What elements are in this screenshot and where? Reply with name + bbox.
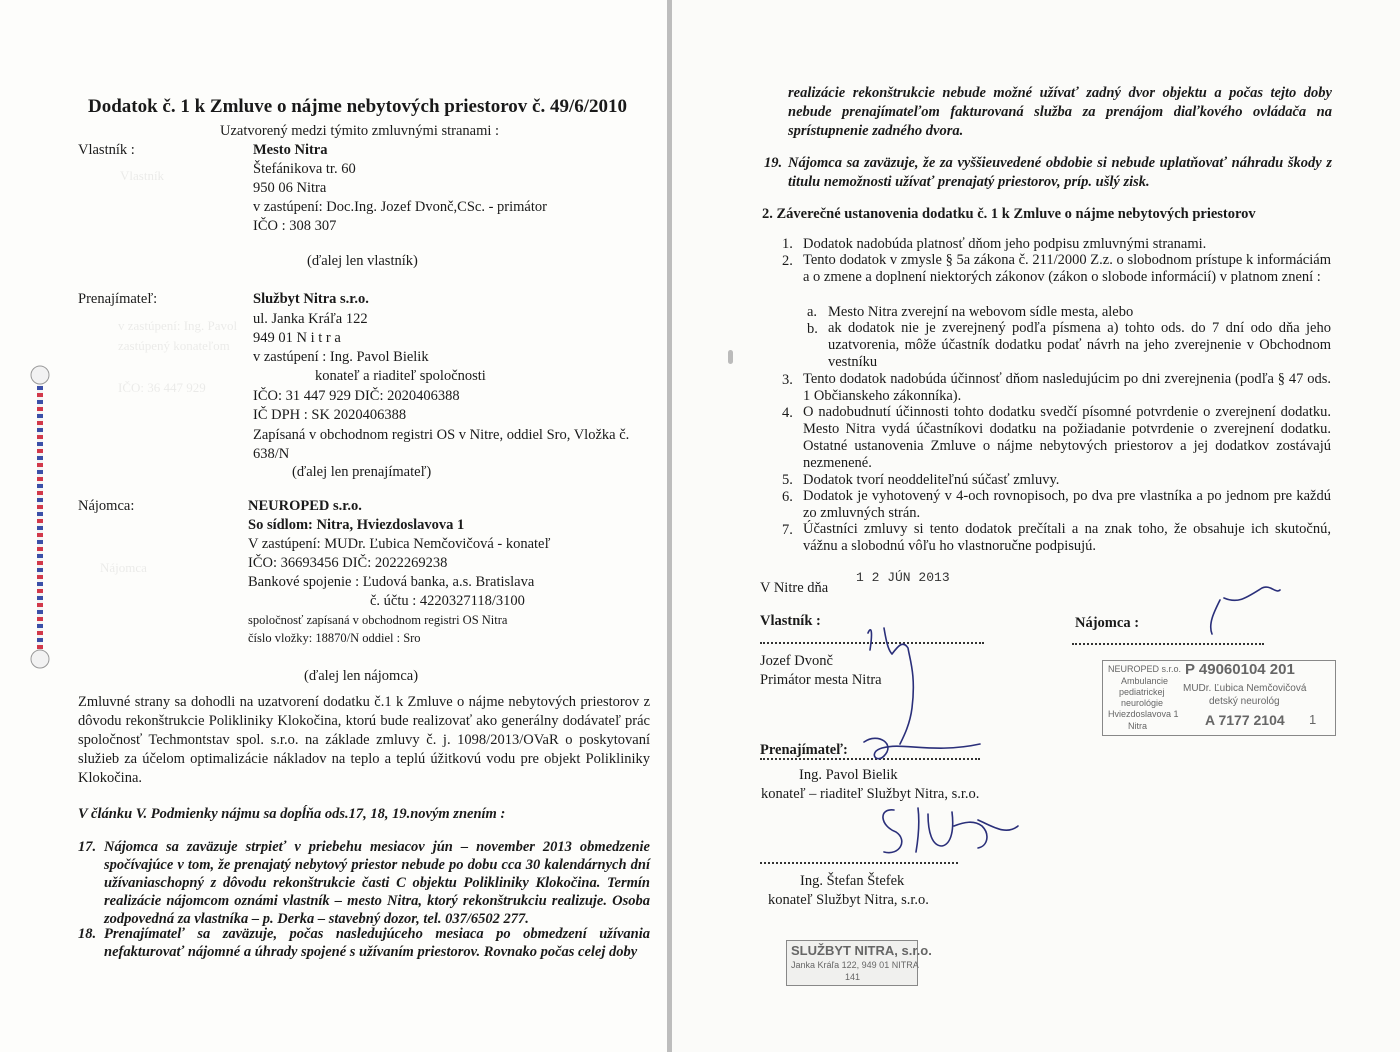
handwritten-signatures	[672, 0, 1400, 1052]
landlord-signatory-2-name: Ing. Štefan Štefek	[800, 873, 905, 889]
owner-signatory-name: Jozef Dvonč	[760, 653, 833, 669]
owner-signature	[868, 628, 913, 744]
tenant-register-number: číslo vložky: 18870/N oddiel : Sro	[248, 631, 421, 645]
landlord-role: konateľ a riaditeľ spoločnosti	[315, 368, 486, 384]
tenant-signature-label: Nájomca :	[1075, 615, 1140, 631]
intro-paragraph: Zmluvné strany sa dohodli na uzatvorení dodatku č.1 k Zmluve o nájme nebytových priestorov z dôvodu rekonštrukcie Polikliniky Klokočina, ktorú bude realizovať ako generálny dodávateľ prác spoločnosť Techmontstav spol. s.r.o. na základe zmluvy č. j. 1098/2013/OVaR o poskytovaní služieb za účelom optimalizácie nákladov na teplo a teplú úžitkovú vodu pre objekt Polikliniky Klokočina.	[78, 694, 650, 786]
continuation-text: realizácie rekonštrukcie nebude možné užívať zadný dvor objektu a počas tejto doby nebude prenajímateľom fakturovaná služba za prenájom diaľkového ovládača na sprístupnenie zadného dvora.	[788, 85, 1332, 139]
tenant-stamp-code-3: 1	[1309, 712, 1317, 727]
landlord-city: 949 01 N i t r a	[253, 330, 341, 346]
provision-7-text: Účastníci zmluvy si tento dodatok prečítali a na znak toho, že obsahuje ich skutočnú, vážnu a slobodnú vôľu ho vlastnoručne podpisujú.	[803, 521, 1331, 554]
company-stamp-line-1: SLUŽBYT NITRA, s.r.o.	[791, 943, 932, 958]
provision-4-text: O nadobudnutí účinnosti tohto dodatku svedčí písomné potvrdenie o zverejnení dodatku. Mesto Nitra vydá účastníkovi dodatku na požiadanie potvrdenie o zverejnení dodatku. Ostatné ustanovenia Zmluve o nájme nebytových priestorov a jej dodatkov zostávajú nezmenené.	[803, 404, 1331, 471]
provision-2b-text: ak dodatok nie je zverejnený podľa písmena a) tohto ods. do 7 dní odo dňa jeho uzatvorenia, môže účastník dodatku podať návrh na jeho zverejnenie v Obchodnom vestníku	[828, 320, 1331, 370]
tenant-stamp-specialty: detský neurológ	[1209, 696, 1280, 707]
tenant-name: NEUROPED s.r.o.	[248, 498, 362, 514]
landlord-register: Zapísaná v obchodnom registri OS v Nitre, oddiel Sro, Vložka č.	[253, 427, 630, 443]
tenant-signature	[1211, 587, 1280, 634]
tenant-stamp	[1102, 660, 1336, 736]
right-page	[672, 0, 1400, 1052]
provision-1-number: 1.	[782, 236, 793, 252]
provision-6-text: Dodatok je vyhotovený v 4-och rovnopisoch, po dva pre vlastníka a po jednom pre každú zo zmluvných strán.	[803, 488, 1331, 521]
left-page: Vlastník v zastúpení: Ing. Pavol zastúpený konateľom IČO: 36 447 929 Nájomca Dodatok č. 1 k Zmluve o nájme nebytových priestorov č. 49/6/2010 Uzatvorený medzi týmito zmluvnými stranami : Vlastník : Mesto Nitra Štefánikova tr. 60 950 06 Nitra v zastúpení: Doc.Ing. Jozef Dvonč,CSc. - primátor IČO : 308 307 (ďalej len vlastník) Prenajímateľ: Službyt Nitra s.r.o. ul. Janka Kráľa 122 949 01 N i t r a v zastúpení : Ing. Pavol Bielik konateľ a riaditeľ spoločnosti IČO: 31 447 929 DIČ: 2020406388 IČ DPH : SK 2020406388 Zapísaná v obchodnom registri OS v Nitre, oddiel Sro, Vložka č. 638/N (ďalej len prenajímateľ) Nájomca: NEUROPED s.r.o. So sídlom: Nitra, Hviezdoslavova 1 V zastúpení: MUDr. Ľubica Nemčovičová - konateľ IČO: 36693456 DIČ: 2022269238 Bankové spojenie : Ľudová banka, a.s. Bratislava č. účtu : 4220327118/3100 spoločnosť zapísaná v obchodnom registri OS Nitra číslo vložky: 18870/N oddiel : Sro (ďalej len nájomca) Zmluvné strany sa dohodli na uzatvorení dodatku č.1 k Zmluve o nájme nebytových priestorov z dôvodu rekonštrukcie Polikliniky Klokočina, ktorú bude realizovať ako generálny dodávateľ prác spoločnosť Techmontstav spol. s.r.o. na základe zmluvy č. j. 1098/2013/OVaR o poskytovaní služieb za účelom optimalizácie nákladov na teplo a teplú úžitkovú vodu pre objekt Polikliniky Klokočina. V článku V. Podmienky nájmu sa dopĺňa ods.17, 18, 19.novým znením : 17. Nájomca sa zaväzuje strpieť v priebehu mesiacov jún – november 2013 obmedzenie spočívajúce v tom, že prenajatý nebytový priestor nebude po dobu cca 30 kalendárnych dní užívaniaschopný z dôvodu rekonštrukcie časti C objektu Polikliniky Klokočina. Termín realizácie nájomcom oznámi vlastník – mesto Nitra, ktorý rekonštrukciu realizuje. Osoba zodpovedná za vlastníka – p. Derka – stavebný dozor, tel. 037/6502 277. 18. Prenajímateľ sa zaväzuje, počas nasledujúceho mesiaca po obmedzení užívania nefakturovať nájomné a úhrady spojené s užívaním priestorov. Rovnako počas celej doby	[0, 0, 667, 1052]
owner-name: Mesto Nitra	[253, 142, 328, 158]
provision-6-number: 6.	[782, 489, 793, 505]
tenant-ico: IČO: 36693456 DIČ: 2022269238	[248, 555, 448, 571]
landlord-signature-1	[864, 738, 980, 758]
document-title: Dodatok č. 1 k Zmluve o nájme nebytových priestorov č. 49/6/2010	[88, 96, 628, 117]
document-subtitle: Uzatvorený medzi týmito zmluvnými stranami :	[220, 123, 500, 139]
item-17-text: Nájomca sa zaväzuje strpieť v priebehu mesiacov jún – november 2013 obmedzenie spočívajúce v tom, že prenajatý nebytový priestor nebude po dobu cca 30 kalendárnych dní užívaniaschopný z dôvodu rekonštrukcie časti C objektu Polikliniky Klokočina. Termín realizácie nájomcom oznámi vlastník – mesto Nitra, ktorý rekonštrukciu realizuje. Osoba zodpovedná za vlastníka – p. Derka – stavebný dozor, tel. 037/6502 277.	[104, 839, 650, 927]
section-2-heading: 2. Záverečné ustanovenia dodatku č. 1 k Zmluve o nájme nebytových priestorov	[762, 206, 1256, 222]
landlord-register-number: 638/N	[253, 446, 290, 462]
item-19-text: Nájomca sa zaväzuje, že za vyššieuvedené obdobie si nebude uplatňovať náhradu škody z titulu nemožnosti užívať prenajatý priestorov, príp. ušlý zisk.	[788, 155, 1332, 190]
provision-2a-letter: a.	[807, 304, 818, 320]
tenant-stamp-line: Ambulancie	[1121, 676, 1169, 686]
landlord-signatory-1-role: konateľ – riaditeľ Službyt Nitra, s.r.o.	[761, 786, 980, 802]
tenant-stamp-line: NEUROPED s.r.o.	[1108, 664, 1182, 674]
tenant-stamp-line: neurológie	[1121, 698, 1164, 708]
landlord-representative: v zastúpení : Ing. Pavol Bielik	[253, 349, 429, 365]
landlord-name: Službyt Nitra s.r.o.	[253, 291, 369, 307]
tenant-stamp-line: Nitra	[1128, 721, 1148, 731]
provision-2b-letter: b.	[807, 321, 818, 337]
provision-2-number: 2.	[782, 253, 793, 269]
tenant-representative: V zastúpení: MUDr. Ľubica Nemčovičová - konateľ	[248, 536, 551, 552]
item-17-number: 17.	[78, 839, 97, 855]
landlord-signature-2	[883, 808, 1018, 853]
provision-3-text: Tento dodatok nadobúda účinnosť dňom nasledujúcim po dni zverejnenia (podľa § 47 ods. 1 Občianskeho zákonníka).	[803, 371, 1331, 404]
landlord-ico: IČO: 31 447 929 DIČ: 2020406388	[253, 388, 460, 404]
provision-3-number: 3.	[782, 372, 793, 388]
owner-signature-label: Vlastník :	[760, 613, 821, 629]
company-stamp-line-2: Janka Kráľa 122, 949 01 NITRA	[791, 960, 919, 970]
provision-5-number: 5.	[782, 472, 793, 488]
landlord-note: (ďalej len prenajímateľ)	[292, 464, 432, 480]
landlord-vat: IČ DPH : SK 2020406388	[253, 407, 407, 423]
owner-ico: IČO : 308 307	[253, 218, 337, 234]
item-19-number: 19.	[764, 155, 783, 171]
landlord-label: Prenajímateľ:	[78, 291, 158, 307]
binding-string	[26, 365, 54, 670]
tenant-stamp-doctor: MUDr. Ľubica Nemčovičová	[1183, 683, 1307, 694]
provision-5-text: Dodatok tvorí neoddeliteľnú súčasť zmluvy.	[803, 472, 1060, 488]
tenant-account: č. účtu : 4220327118/3100	[370, 593, 525, 609]
owner-note: (ďalej len vlastník)	[307, 253, 418, 269]
landlord-signatory-1-name: Ing. Pavol Bielik	[799, 767, 898, 783]
owner-label: Vlastník :	[78, 142, 135, 158]
company-stamp-line-3: 141	[845, 972, 861, 982]
tenant-register: spoločnosť zapísaná v obchodnom registri OS Nitra	[248, 613, 508, 627]
owner-city: 950 06 Nitra	[253, 180, 327, 196]
landlord-signature-label: Prenajímateľ:	[760, 742, 848, 758]
item-18-number: 18.	[78, 926, 97, 942]
tenant-stamp-code-1: P 49060104 201	[1185, 661, 1295, 678]
landlord-signatory-2-role: konateľ Službyt Nitra, s.r.o.	[768, 892, 929, 908]
tenant-stamp-line: pediatrickej	[1119, 687, 1165, 697]
tenant-bank: Bankové spojenie : Ľudová banka, a.s. Bratislava	[248, 574, 535, 590]
signing-place: V Nitre dňa	[760, 580, 829, 596]
provision-2a-text: Mesto Nitra zverejní na webovom sídle mesta, alebo	[828, 304, 1134, 320]
owner-representative: v zastúpení: Doc.Ing. Jozef Dvonč,CSc. - primátor	[253, 199, 547, 215]
tenant-stamp-line: Hviezdoslavova 1	[1108, 709, 1179, 719]
provision-7-number: 7.	[782, 522, 793, 538]
provision-2-text: Tento dodatok v zmysle § 5a zákona č. 211/2000 Z.z. o slobodnom prístupe k informáciám a o zmene a doplnení niektorých zákonov (zákon o slobode informácií) v platnom znení :	[803, 252, 1331, 285]
tenant-note: (ďalej len nájomca)	[304, 668, 419, 684]
landlord-street: ul. Janka Kráľa 122	[253, 311, 368, 327]
provision-1-text: Dodatok nadobúda platnosť dňom jeho podpisu zmluvnými stranami.	[803, 236, 1207, 252]
tenant-seat: So sídlom: Nitra, Hviezdoslavova 1	[248, 517, 465, 533]
tenant-stamp-code-2: A 7177 2104	[1205, 712, 1285, 728]
provision-4-number: 4.	[782, 405, 793, 421]
article-heading: V článku V. Podmienky nájmu sa dopĺňa ods.17, 18, 19.novým znením :	[78, 806, 506, 822]
owner-signatory-role: Primátor mesta Nitra	[760, 672, 882, 688]
tenant-label: Nájomca:	[78, 498, 135, 514]
owner-street: Štefánikova tr. 60	[253, 161, 356, 177]
company-stamp	[786, 940, 932, 986]
item-18-text: Prenajímateľ sa zaväzuje, počas nasledujúceho mesiaca po obmedzení užívania nefakturovať nájomné a úhrady spojené s užívaním priestorov. Rovnako počas celej doby	[104, 926, 650, 960]
date-stamp: 1 2 JÚN 2013	[856, 570, 950, 585]
